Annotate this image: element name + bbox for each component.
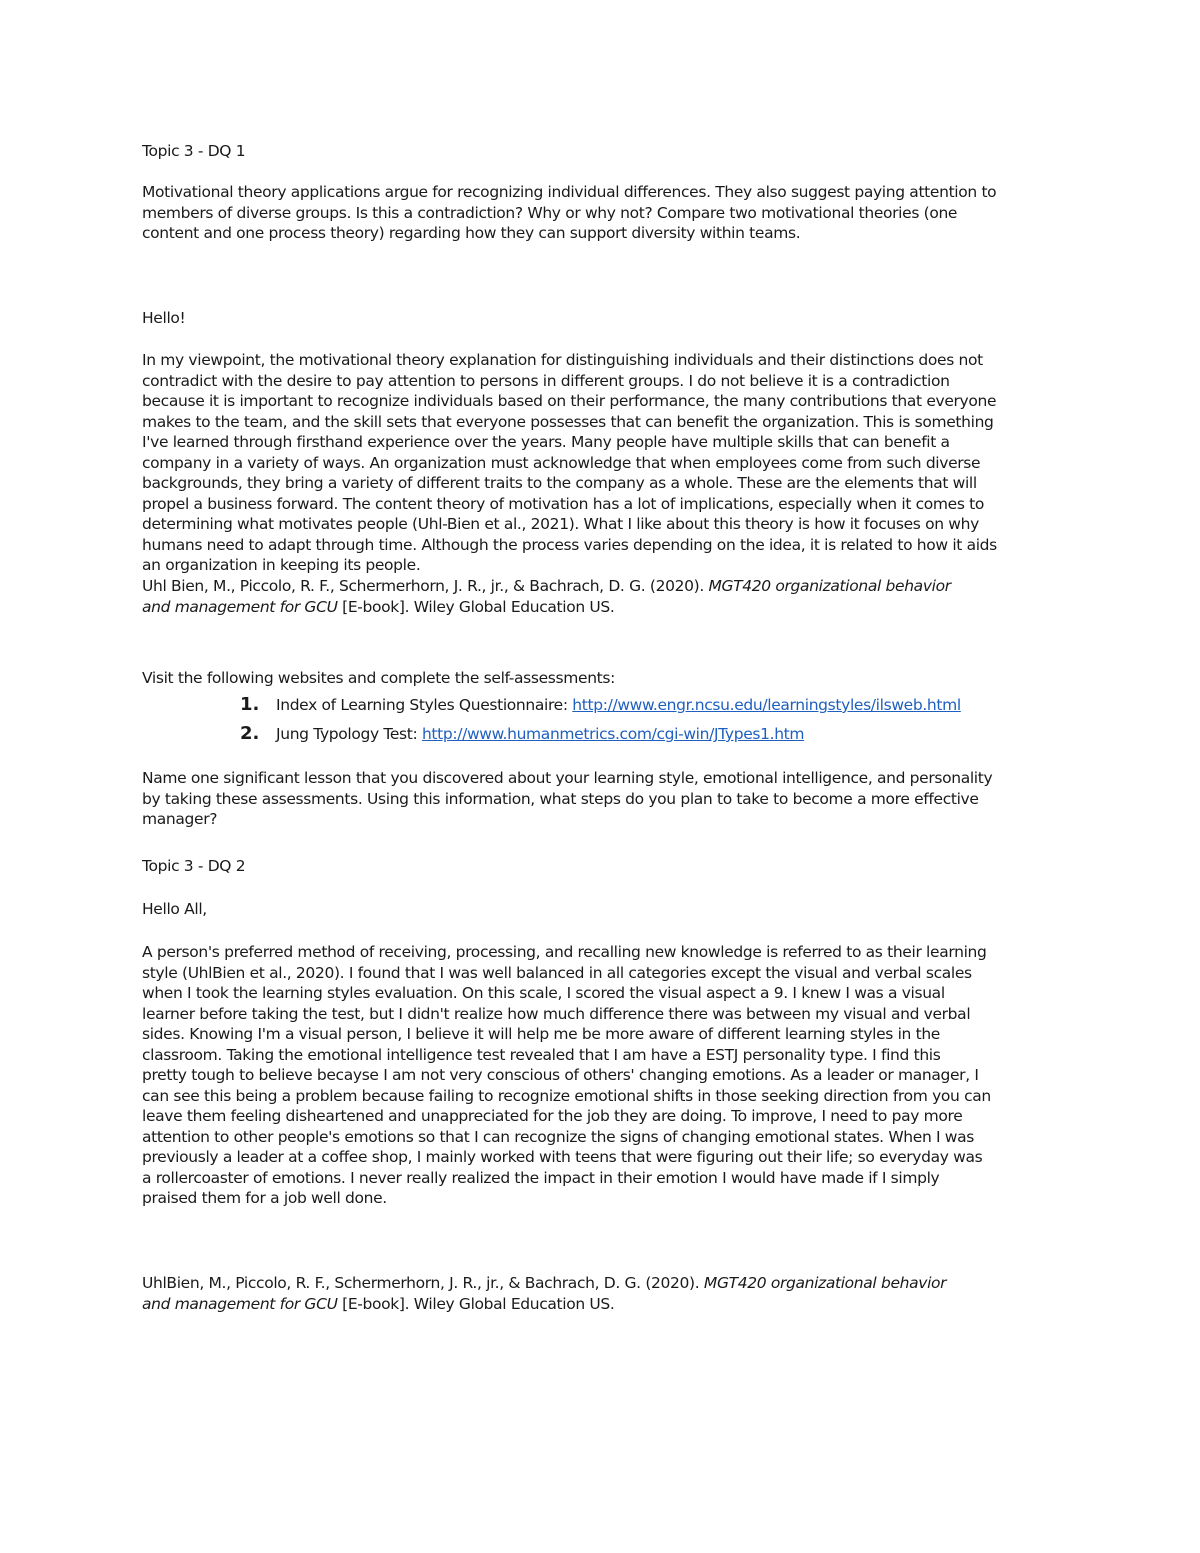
- dq2-heading: Topic 3 - DQ 2: [142, 857, 246, 875]
- dq2-reference-tail: [E-book]. Wiley Global Education US.: [337, 1295, 615, 1313]
- assessments-question: Name one significant lesson that you discovered about your learning style, emotional intelligence, and personality by taking these assessments. Using this information, what steps do you plan to take to become a more effective manager?: [142, 769, 993, 828]
- assessments-intro: Visit the following websites and complete the self-assessments:: [142, 669, 615, 687]
- dq2-reference-authors: UhlBien, M., Piccolo, R. F., Schermerhorn, J. R., jr., & Bachrach, D. G. (2020).: [142, 1274, 704, 1292]
- dq2-reference: [142, 1273, 1062, 1315]
- list-item: [240, 690, 1080, 719]
- dq1-reference-tail: [E-book]. Wiley Global Education US.: [337, 598, 615, 616]
- dq1-response: In my viewpoint, the motivational theory explanation for distinguishing individuals and their distinctions does not contradict with the desire to pay attention to persons in different groups. I do not believe it is a contradiction because it is important to recognize individuals based on their performance, the many contributions that everyone makes to the team, and the skill sets that everyone possesses that can benefit the organization. This is something I've learned through firsthand experience over the years. Many people have multiple skills that can benefit a company in a variety of ways. An organization must acknowledge that when employees come from such diverse backgrounds, they bring a variety of different traits to the company as a whole. These are the elements that will propel a business forward. The content theory of motivation has a lot of implications, especially when it comes to determining what motivates people (Uhl-Bien et al., 2021). What I like about this theory is how it focuses on why humans need to adapt through time. Although the process varies depending on the idea, it is related to how it aids an organization in keeping its people.: [142, 351, 997, 574]
- dq1-reference-authors: Uhl Bien, M., Piccolo, R. F., Schermerhorn, J. R., jr., & Bachrach, D. G. (2020).: [142, 577, 709, 595]
- list-item: [240, 719, 1080, 748]
- dq1-heading: Topic 3 - DQ 1: [142, 142, 246, 160]
- dq2-response: A person's preferred method of receiving, processing, and recalling new knowledge is referred to as their learning style (UhlBien et al., 2020). I found that I was well balanced in all categories except the visual and verbal scales when I took the learning styles evaluation. On this scale, I scored the visual aspect a 9. I knew I was a visual learner before taking the test, but I didn't realize how much difference there was between my visual and verbal sides. Knowing I'm a visual person, I believe it will help me be more aware of different learning styles in the classroom. Taking the emotional intelligence test revealed that I am have a ESTJ personality type. I find this pretty tough to believe becayse I am not very conscious of others' changing emotions. As a leader or manager, I can see this being a problem because failing to recognize emotional shifts in those seeking direction from you can leave them feeling disheartened and unappreciated for the job they are doing. To improve, I need to pay more attention to other people's emotions so that I can recognize the signs of changing emotional states. When I was previously a leader at a coffee shop, I mainly worked with teens that were figuring out their life; so everyday was a rollercoaster of emotions. I never really realized the impact in their emotion I would have made if I simply praised them for a job well done.: [142, 943, 991, 1207]
- jung-typology-link[interactable]: http://www.humanmetrics.com/cgi-win/JTypes1.htm: [421, 725, 805, 743]
- dq1-reference: [142, 576, 1062, 618]
- dq1-greeting: Hello!: [142, 309, 186, 327]
- dq1-prompt: Motivational theory applications argue for recognizing individual differences. They also suggest paying attention to members of diverse groups. Is this a contradiction? Why or why not? Compare two motivational theories (one content and one process theory) regarding how they can support diversity within teams.: [142, 183, 997, 242]
- dq2-reference-title: MGT420 organizational behavior and management for GCU: [142, 1274, 947, 1313]
- list-number: 2.: [240, 723, 260, 744]
- dq1-reference-title: MGT420 organizational behavior and management for GCU: [142, 577, 951, 616]
- assessment-list: [240, 690, 1080, 748]
- assessment-label: Jung Typology Test:: [276, 725, 422, 743]
- ils-questionnaire-link[interactable]: http://www.engr.ncsu.edu/learningstyles/ilsweb.html: [572, 696, 961, 714]
- assessment-label: Index of Learning Styles Questionnaire:: [276, 696, 573, 714]
- list-number: 1.: [240, 694, 260, 715]
- dq2-greeting: Hello All,: [142, 900, 207, 918]
